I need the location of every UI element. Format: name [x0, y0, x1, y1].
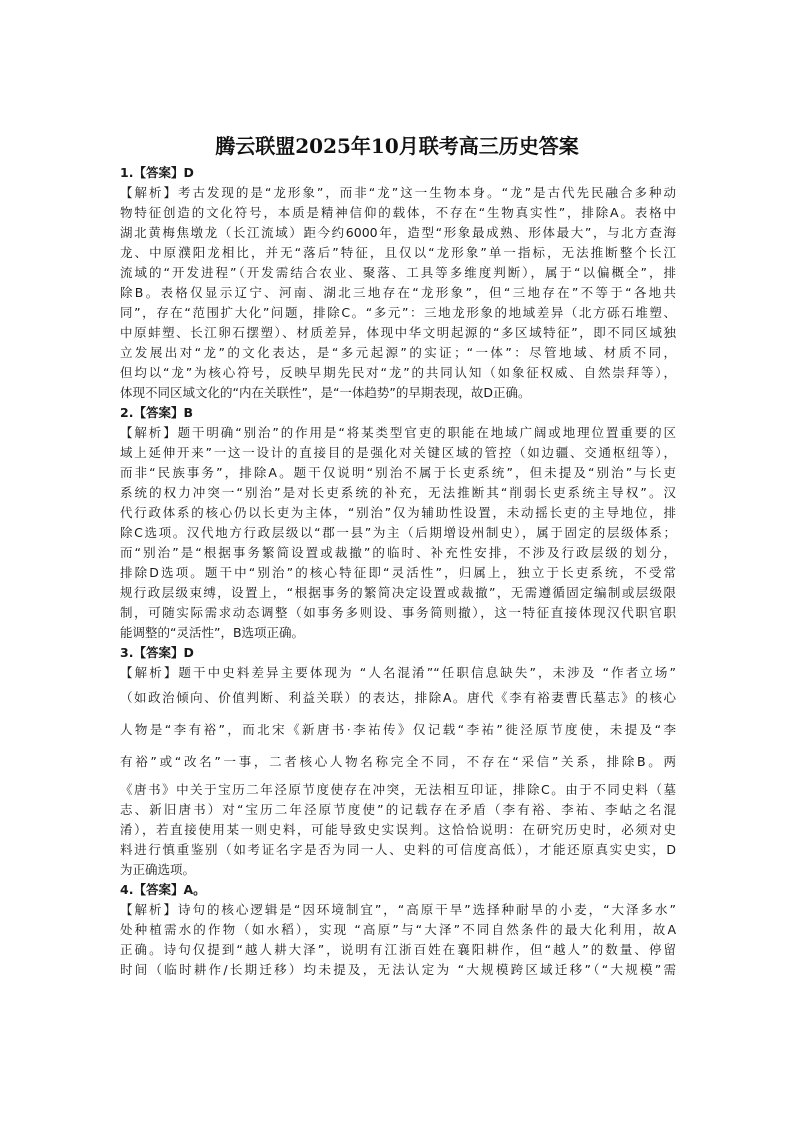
- text-line: 正确。诗句仅提到“越人耕大泽”，说明有江浙百姓在襄阳耕作，但“越人”的数量、停留: [120, 942, 676, 957]
- answer-label: 3.【答案】D: [120, 645, 194, 660]
- text-line: 淆），若直接使用某一则史料，可能导致史实误判。这恰恰说明：在研究历史时，必须对史: [120, 822, 676, 837]
- text-line: 为正确选项。: [120, 862, 196, 877]
- text-line: 处种植需水的作物（如水稻），实现 “高原”与“大泽”不同自然条件的最大化利用，故A: [120, 922, 676, 937]
- text-line: 而非“民族事务”，排除A。题干仅说明“别治不属于长吏系统”，但未提及“别治”与长吏: [120, 465, 676, 480]
- text-line: 人物是“李有裕”，而北宋《新唐书·李祐传》仅记载“李祐”徙泾原节度使，未提及“李: [120, 722, 676, 737]
- text-line: 【解析】诗句的核心逻辑是“因环境制宜”，“高原干旱”选择种耐旱的小麦，“大泽多水”: [120, 902, 676, 917]
- text-line: 同”，存在“范围扩大化”问题，排除C。“多元”：三地龙形象的地域差异（北方砾石堆塑、: [120, 305, 676, 320]
- text-line: 时间（临时耕作/长期迁移）均未提及，无法认定为 “大规模跨区域迁移”（“大规模”需: [120, 962, 676, 977]
- text-line: 制，可随实际需求动态调整（如事务多则设、事务简则撤），这一特征直接体现汉代职官职: [120, 605, 676, 620]
- text-line: 料进行慎重鉴别（如考证名字是否为同一人、史料的可信度高低），才能还原真实史实，D: [120, 842, 676, 857]
- text-line: 志、新旧唐书）对“宝历二年泾原节度使”的记载存在矛盾（李有裕、李祐、李岵之名混: [120, 802, 676, 817]
- text-line: 中原蚌塑、长江卵石摆塑）、材质差异，体现中华文明起源的“多区域特征”，即不同区域独: [120, 325, 676, 340]
- text-line: 龙、中原濮阳龙相比，并无“落后”特征，且仅以“龙形象”单一指标，无法推断整个长江: [120, 245, 676, 260]
- text-line: 湖北黄梅焦墩龙（长江流域）距今约6000年，造型“形象最成熟、形体最大”，与北方查海: [120, 225, 676, 240]
- text-line: 除C选项。汉代地方行政层级以“郡一县”为主（后期增设州制史），属于固定的层级体系；: [120, 525, 676, 540]
- text-line: 立发展出对“龙”的文化表达，是“多元起源”的实证；“一体”：尽管地域、材质不同，: [120, 345, 676, 360]
- text-line: 【解析】题干明确“别治”的作用是“将某类型官吏的职能在地域广阔或地理位置重要的区: [120, 425, 676, 440]
- text-line: 除B。表格仅显示辽宁、河南、湖北三地存在“龙形象”，但“三地存在”不等于“各地共: [120, 285, 676, 300]
- text-line: 《唐书》中关于宝历二年泾原节度使存在冲突，无法相互印证，排除C。由于不同史料（墓: [120, 782, 676, 797]
- text-line: 【解析】题干中史料差异主要体现为 “人名混淆”“任职信息缺失”，未涉及 “作者立场”: [120, 665, 676, 680]
- text-line: 规行政层级束缚，设置上，“根据事务的繁简决定设置或裁撤”，无需遵循固定编制或层级限: [120, 585, 676, 600]
- text-line: 【解析】考古发现的是“龙形象”，而非“龙”这一生物本身。“龙”是古代先民融合多种动: [120, 185, 676, 200]
- answer-label: 1.【答案】D: [120, 165, 194, 180]
- text-line: 流域的“开发进程”（开发需结合农业、聚落、工具等多维度判断），属于“以偏概全”，排: [120, 265, 676, 280]
- text-line: 代行政体系的核心仍以长吏为主体，“别治”仅为辅助性设置，未动摇长吏的主导地位，排: [120, 505, 676, 520]
- page-title: 腾云联盟2025年10月联考高三历史答案: [215, 134, 579, 158]
- answer-label: 2.【答案】B: [120, 405, 193, 420]
- text-line: 有裕”或“改名”一事，二者核心人物名称完全不同，不存在“采信”关系，排除B。两: [120, 754, 676, 769]
- text-line: 而“别治”是“根据事务繁简设置或裁撤”的临时、补充性安排，不涉及行政层级的划分，: [120, 545, 676, 560]
- text-line: 排除D选项。题干中“别治”的核心特征即“灵活性”，归属上，独立于长吏系统，不受常: [120, 565, 676, 580]
- text-line: 但均以“龙”为核心符号，反映早期先民对“龙”的共同认知（如象征权威、自然崇拜等），: [120, 365, 676, 380]
- text-line: 体现不同区域文化的“内在关联性”，是“一体趋势”的早期表现，故D正确。: [120, 385, 531, 400]
- text-line: 系统的权力冲突一“别治”是对长吏系统的补充，无法推断其“削弱长吏系统主导权”。汉: [120, 485, 676, 500]
- text-line: 物特征创造的文化符号，本质是精神信仰的载体，不存在“生物真实性”，排除A。表格中: [120, 205, 676, 220]
- answer-label: 4.【答案】A。: [120, 882, 206, 897]
- text-line: 能调整的“灵活性”，B选项正确。: [120, 625, 305, 640]
- text-line: （如政治倾向、价值判断、利益关联）的表达，排除A。唐代《李有裕妻曹氏墓志》的核心: [120, 690, 676, 705]
- text-line: 域上延伸开来”一这一设计的直接目的是强化对关键区域的管控（如边疆、交通枢纽等），: [120, 445, 676, 460]
